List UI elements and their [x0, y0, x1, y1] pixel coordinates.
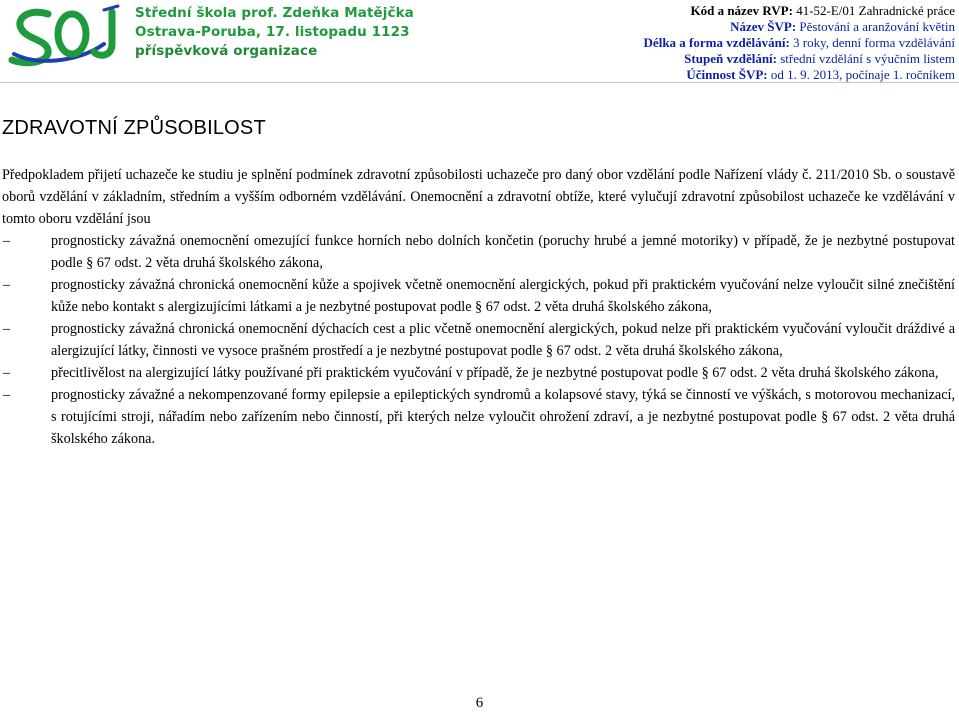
school-logo-icon	[8, 4, 132, 70]
rvp-code: Kód a název RVP: 41-52-E/01 Zahradnické práce	[690, 3, 955, 18]
school-name-line2: Ostrava-Poruba, 17. listopadu 1123	[135, 24, 410, 40]
list-item	[3, 274, 955, 318]
list-item-text: přecitlivělost na alergizující látky používané při praktickém vyučování v případě, že je nezbytné postupovat podle § 67 odst. 2 věta druhá školského zákona,	[51, 365, 939, 381]
school-name-line3: příspěvková organizace	[135, 43, 318, 59]
list-item-text: prognosticky závažné a nekompenzované formy epilepsie a epileptických syndromů a kolapsové stavy, týká se činností ve výškách, s motorovou mechanizací, s rotujícími stroji, nářadím nebo zařízením nebo činností, při kterých nelze vyloučit ohrožení zdraví, a je nezbytné postupovat podle § 67 odst. 2 věta druhá školského zákona.	[51, 387, 955, 447]
condition-list	[2, 230, 955, 450]
svp-name: Název ŠVP: Pěstování a aranžování květin	[730, 19, 955, 34]
list-item-text: prognosticky závažná chronická onemocnění kůže a spojivek včetně onemocnění alergických, pokud při praktickém vyučování nelze vyloučit silné znečištění kůže nebo kontakt s alergizujícími látkami a je nezbytné postupovat podle § 67 odst. 2 věta druhá školského zákona,	[51, 277, 955, 315]
list-item-text: prognosticky závažná onemocnění omezující funkce horních nebo dolních končetin (poruchy hrubé a jemné motoriky) v případě, že je nezbytné postupovat podle § 67 odst. 2 věta druhá školského zákona,	[51, 233, 955, 271]
list-item	[3, 230, 955, 274]
school-name	[135, 4, 414, 61]
school-name-line1: Střední škola prof. Zdeňka Matějčka	[135, 5, 414, 21]
bullet-dash: –	[3, 321, 11, 337]
page-number: 6	[475, 695, 484, 711]
bullet-dash: –	[3, 387, 11, 403]
list-item	[3, 318, 955, 362]
svp-validity: Účinnost ŠVP: od 1. 9. 2013, počínaje 1. ročníkem	[686, 67, 955, 82]
list-item	[3, 362, 955, 384]
bullet-dash: –	[3, 365, 11, 381]
bullet-dash: –	[3, 277, 11, 293]
curriculum-info	[644, 3, 955, 83]
education-level: Stupeň vzdělání: střední vzdělání s výučním listem	[684, 51, 955, 66]
study-length: Délka a forma vzdělávání: 3 roky, denní forma vzdělávání	[643, 35, 955, 50]
page-header	[0, 0, 959, 83]
list-item	[3, 384, 955, 450]
section-body	[2, 164, 955, 450]
list-item-text: prognosticky závažná chronická onemocnění dýchacích cest a plic včetně onemocnění alergických, pokud nelze při praktickém vyučování vyloučit dráždivé a alergizující látky, činnosti ve vysoce prašném prostředí a je nezbytné postupovat podle § 67 odst. 2 věta druhá školského zákona,	[51, 321, 955, 359]
bullet-dash: –	[3, 233, 11, 249]
intro-paragraph: Předpokladem přijetí uchazeče ke studiu je splnění podmínek zdravotní způsobilosti uchazeče pro daný obor vzdělání podle Nařízení vlády č. 211/2010 Sb. o soustavě oborů vzdělání v základním, středním a vyšším odborném vzdělávání. Onemocnění a zdravotní obtíže, které vylučují zdravotní způsobilost uchazeče ke vzdělávání v tomto oboru vzdělání jsou	[2, 167, 955, 227]
section-title: ZDRAVOTNÍ ZPŮSOBILOST	[2, 117, 266, 139]
